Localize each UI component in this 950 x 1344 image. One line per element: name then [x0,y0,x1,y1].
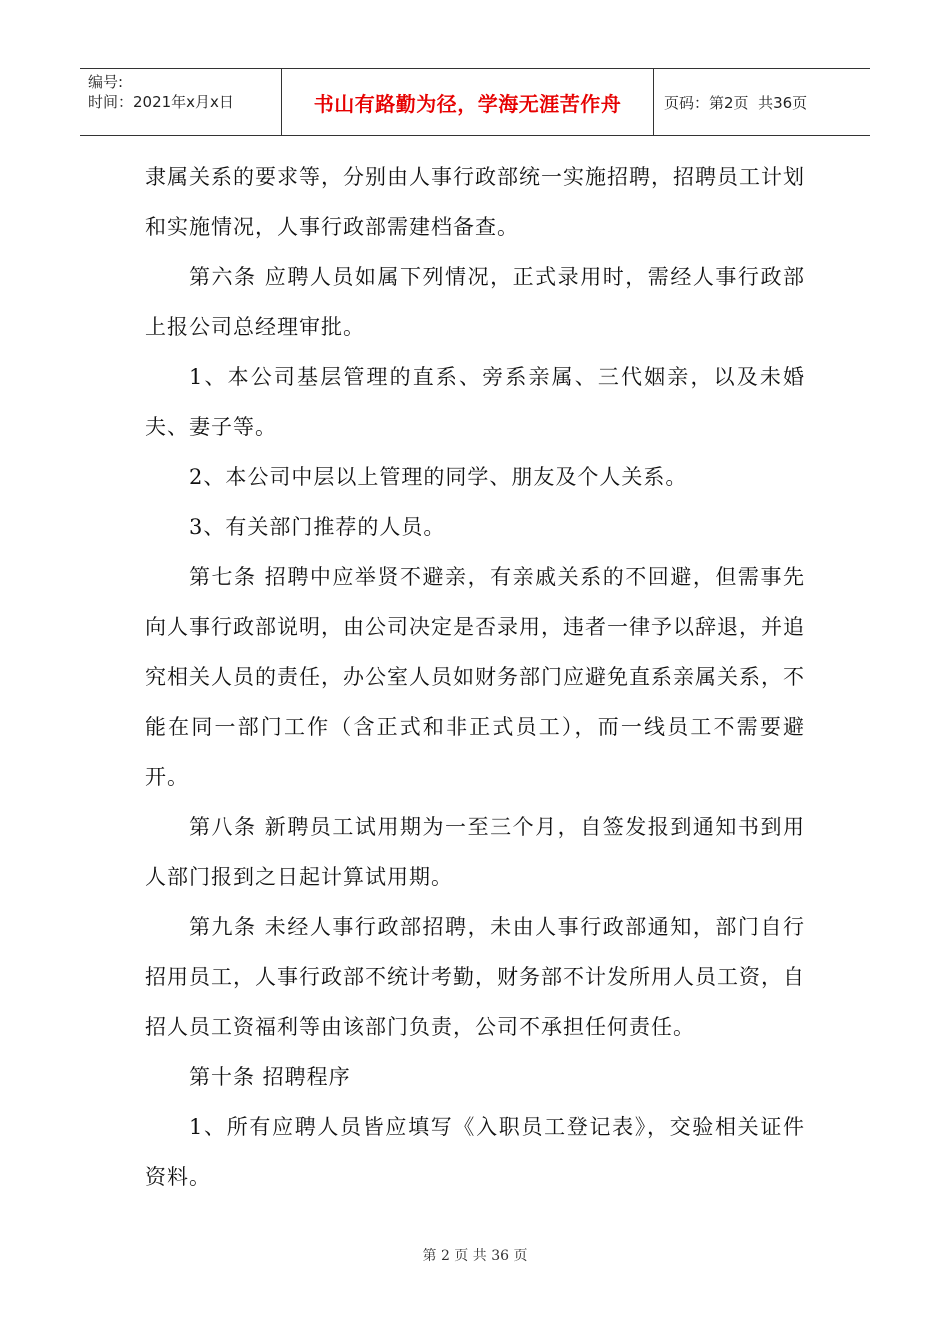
paragraph: 第九条 未经人事行政部招聘，未由人事行政部通知，部门自行招用员工，人事行政部不统计考勤，财务部不计发所用人员工资，自招人员工资福利等由该部门负责，公司不承担任何责任。 [145,915,805,1039]
page-footer: 第 2 页 共 36 页 [422,1248,528,1264]
header-motto: 书山有路勤为径，学海无涯苦作舟 [282,69,654,135]
paragraph: 3、有关部门推荐的人员。 [189,515,446,539]
paragraph: 2、本公司中层以上管理的同学、朋友及个人关系。 [189,465,688,489]
document-number-label: 编号: [88,73,124,91]
document-time-label: 时间：2021年x月x日 [88,93,234,111]
page-header [80,68,870,136]
page-code-text: 页码：第2页 共36页 [664,93,808,112]
paragraph: 第十条 招聘程序 [189,1065,351,1089]
header-meta [80,69,282,135]
paragraph: 第八条 新聘员工试用期为一至三个月，自签发报到通知书到用人部门报到之日起计算试用期。 [145,815,805,889]
paragraph: 1、本公司基层管理的直系、旁系亲属、三代姻亲，以及未婚夫、妻子等。 [145,365,805,439]
paragraph: 第七条 招聘中应举贤不避亲，有亲戚关系的不回避，但需事先向人事行政部说明，由公司决定是否录用，违者一律予以辞退，并追究相关人员的责任，办公室人员如财务部门应避免直系亲属关系，不能在同一部门工作（含正式和非正式员工），而一线员工不需要避开。 [145,565,805,789]
paragraph: 第六条 应聘人员如属下列情况，正式录用时，需经人事行政部上报公司总经理审批。 [145,265,805,339]
paragraph: 隶属关系的要求等，分别由人事行政部统一实施招聘，招聘员工计划和实施情况，人事行政部需建档备查。 [145,165,805,239]
document-body [145,152,805,1202]
paragraph: 1、所有应聘人员皆应填写《入职员工登记表》，交验相关证件资料。 [145,1115,805,1189]
header-page-code [654,69,870,135]
